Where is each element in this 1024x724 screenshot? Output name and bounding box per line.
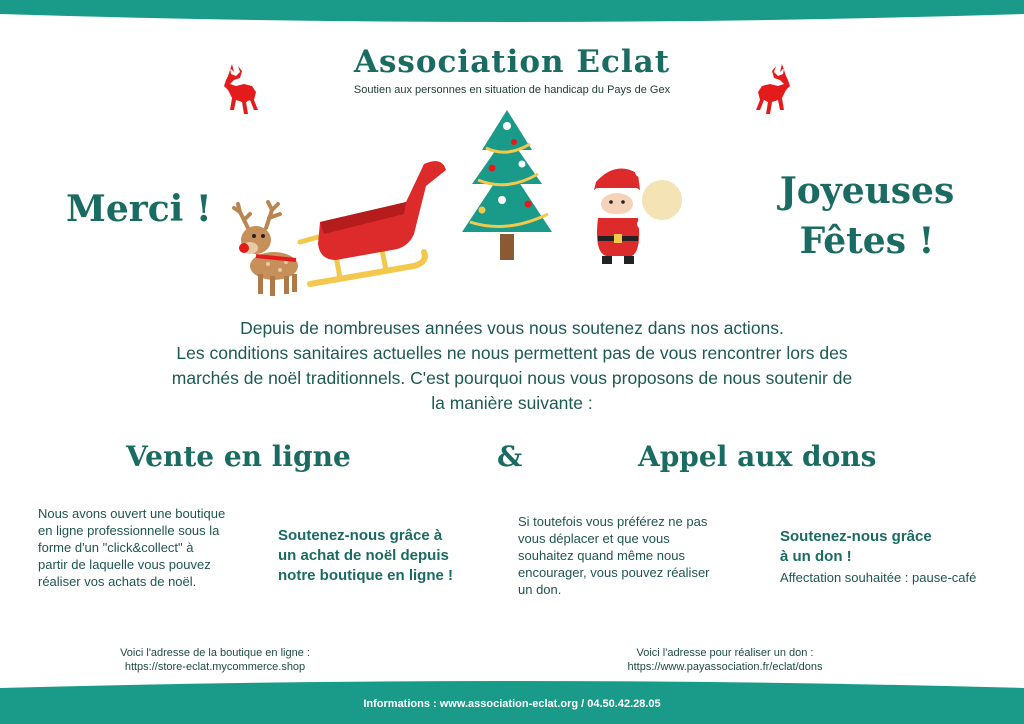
dons-description-line: un don.: [518, 582, 562, 597]
vente-description-line: réaliser vos achats de noël.: [38, 574, 197, 589]
christmas-tree-icon: [452, 104, 562, 264]
vente-cta-line: Soutenez-nous grâce à: [278, 527, 443, 544]
dons-call-to-action: [780, 527, 1010, 567]
joyeuses-line: Joyeuses: [779, 170, 955, 212]
vente-en-ligne-heading: Vente en ligne: [126, 440, 351, 473]
reindeer-silhouette-icon: [218, 62, 262, 116]
sleigh-icon: [296, 156, 456, 296]
intro-line: marchés de noël traditionnels. C'est pourquoi nous vous proposons de nous soutenir de: [171, 368, 853, 388]
dons-address: [590, 646, 860, 674]
vente-description-line: partir de laquelle vous pouvez: [38, 557, 211, 572]
dons-description: [518, 513, 743, 598]
reindeer-icon: [226, 198, 306, 298]
santa-icon: [576, 160, 686, 270]
appel-aux-dons-heading: Appel aux dons: [638, 440, 877, 473]
ampersand-separator: &: [497, 440, 523, 473]
vente-description-line: forme d'un "click&collect" à: [38, 540, 194, 555]
vente-description: [38, 505, 258, 590]
vente-description-line: en ligne professionnelle sous la: [38, 523, 220, 538]
page-subtitle: Soutien aux personnes en situation de handicap du Pays de Gex: [353, 84, 671, 96]
top-banner: [0, 0, 1024, 26]
dons-cta-line: à un don !: [780, 548, 852, 565]
dons-description-line: souhaitez quand même nous: [518, 548, 685, 563]
reindeer-silhouette-icon: [752, 62, 796, 116]
dons-description-line: Si toutefois vous préférez ne pas: [518, 514, 708, 529]
dons-address-link[interactable]: https://www.payassociation.fr/eclat/dons: [627, 661, 823, 673]
dons-description-line: encourager, vous pouvez réaliser: [518, 565, 710, 580]
fetes-line: Fêtes !: [799, 220, 935, 262]
vente-cta-line: notre boutique en ligne !: [278, 567, 453, 584]
boutique-address-link[interactable]: https://store-eclat.mycommerce.shop: [124, 661, 306, 673]
boutique-address: [90, 646, 340, 674]
footer-contact-info: Informations : www.association-eclat.org / 04.50.42.28.05: [363, 698, 661, 710]
boutique-address-label: Voici l'adresse de la boutique en ligne :: [120, 647, 310, 659]
page-title: Association Eclat: [353, 44, 671, 80]
vente-cta-line: un achat de noël depuis: [278, 547, 449, 564]
joyeuses-fetes-heading: [752, 166, 982, 266]
intro-line: Depuis de nombreuses années vous nous soutenez dans nos actions.: [240, 318, 784, 338]
dons-allocation-note: Affectation souhaitée : pause-café: [780, 570, 977, 585]
merci-heading: Merci !: [66, 188, 212, 230]
dons-description-line: vous déplacer et que vous: [518, 531, 670, 546]
vente-call-to-action: [278, 526, 493, 586]
intro-line: la manière suivante :: [431, 393, 593, 413]
intro-paragraph: [100, 316, 924, 416]
dons-address-label: Voici l'adresse pour réaliser un don :: [636, 647, 814, 659]
intro-line: Les conditions sanitaires actuelles ne nous permettent pas de vous rencontrer lors des: [176, 343, 848, 363]
vente-description-line: Nous avons ouvert une boutique: [38, 506, 226, 521]
dons-cta-line: Soutenez-nous grâce: [780, 528, 932, 545]
